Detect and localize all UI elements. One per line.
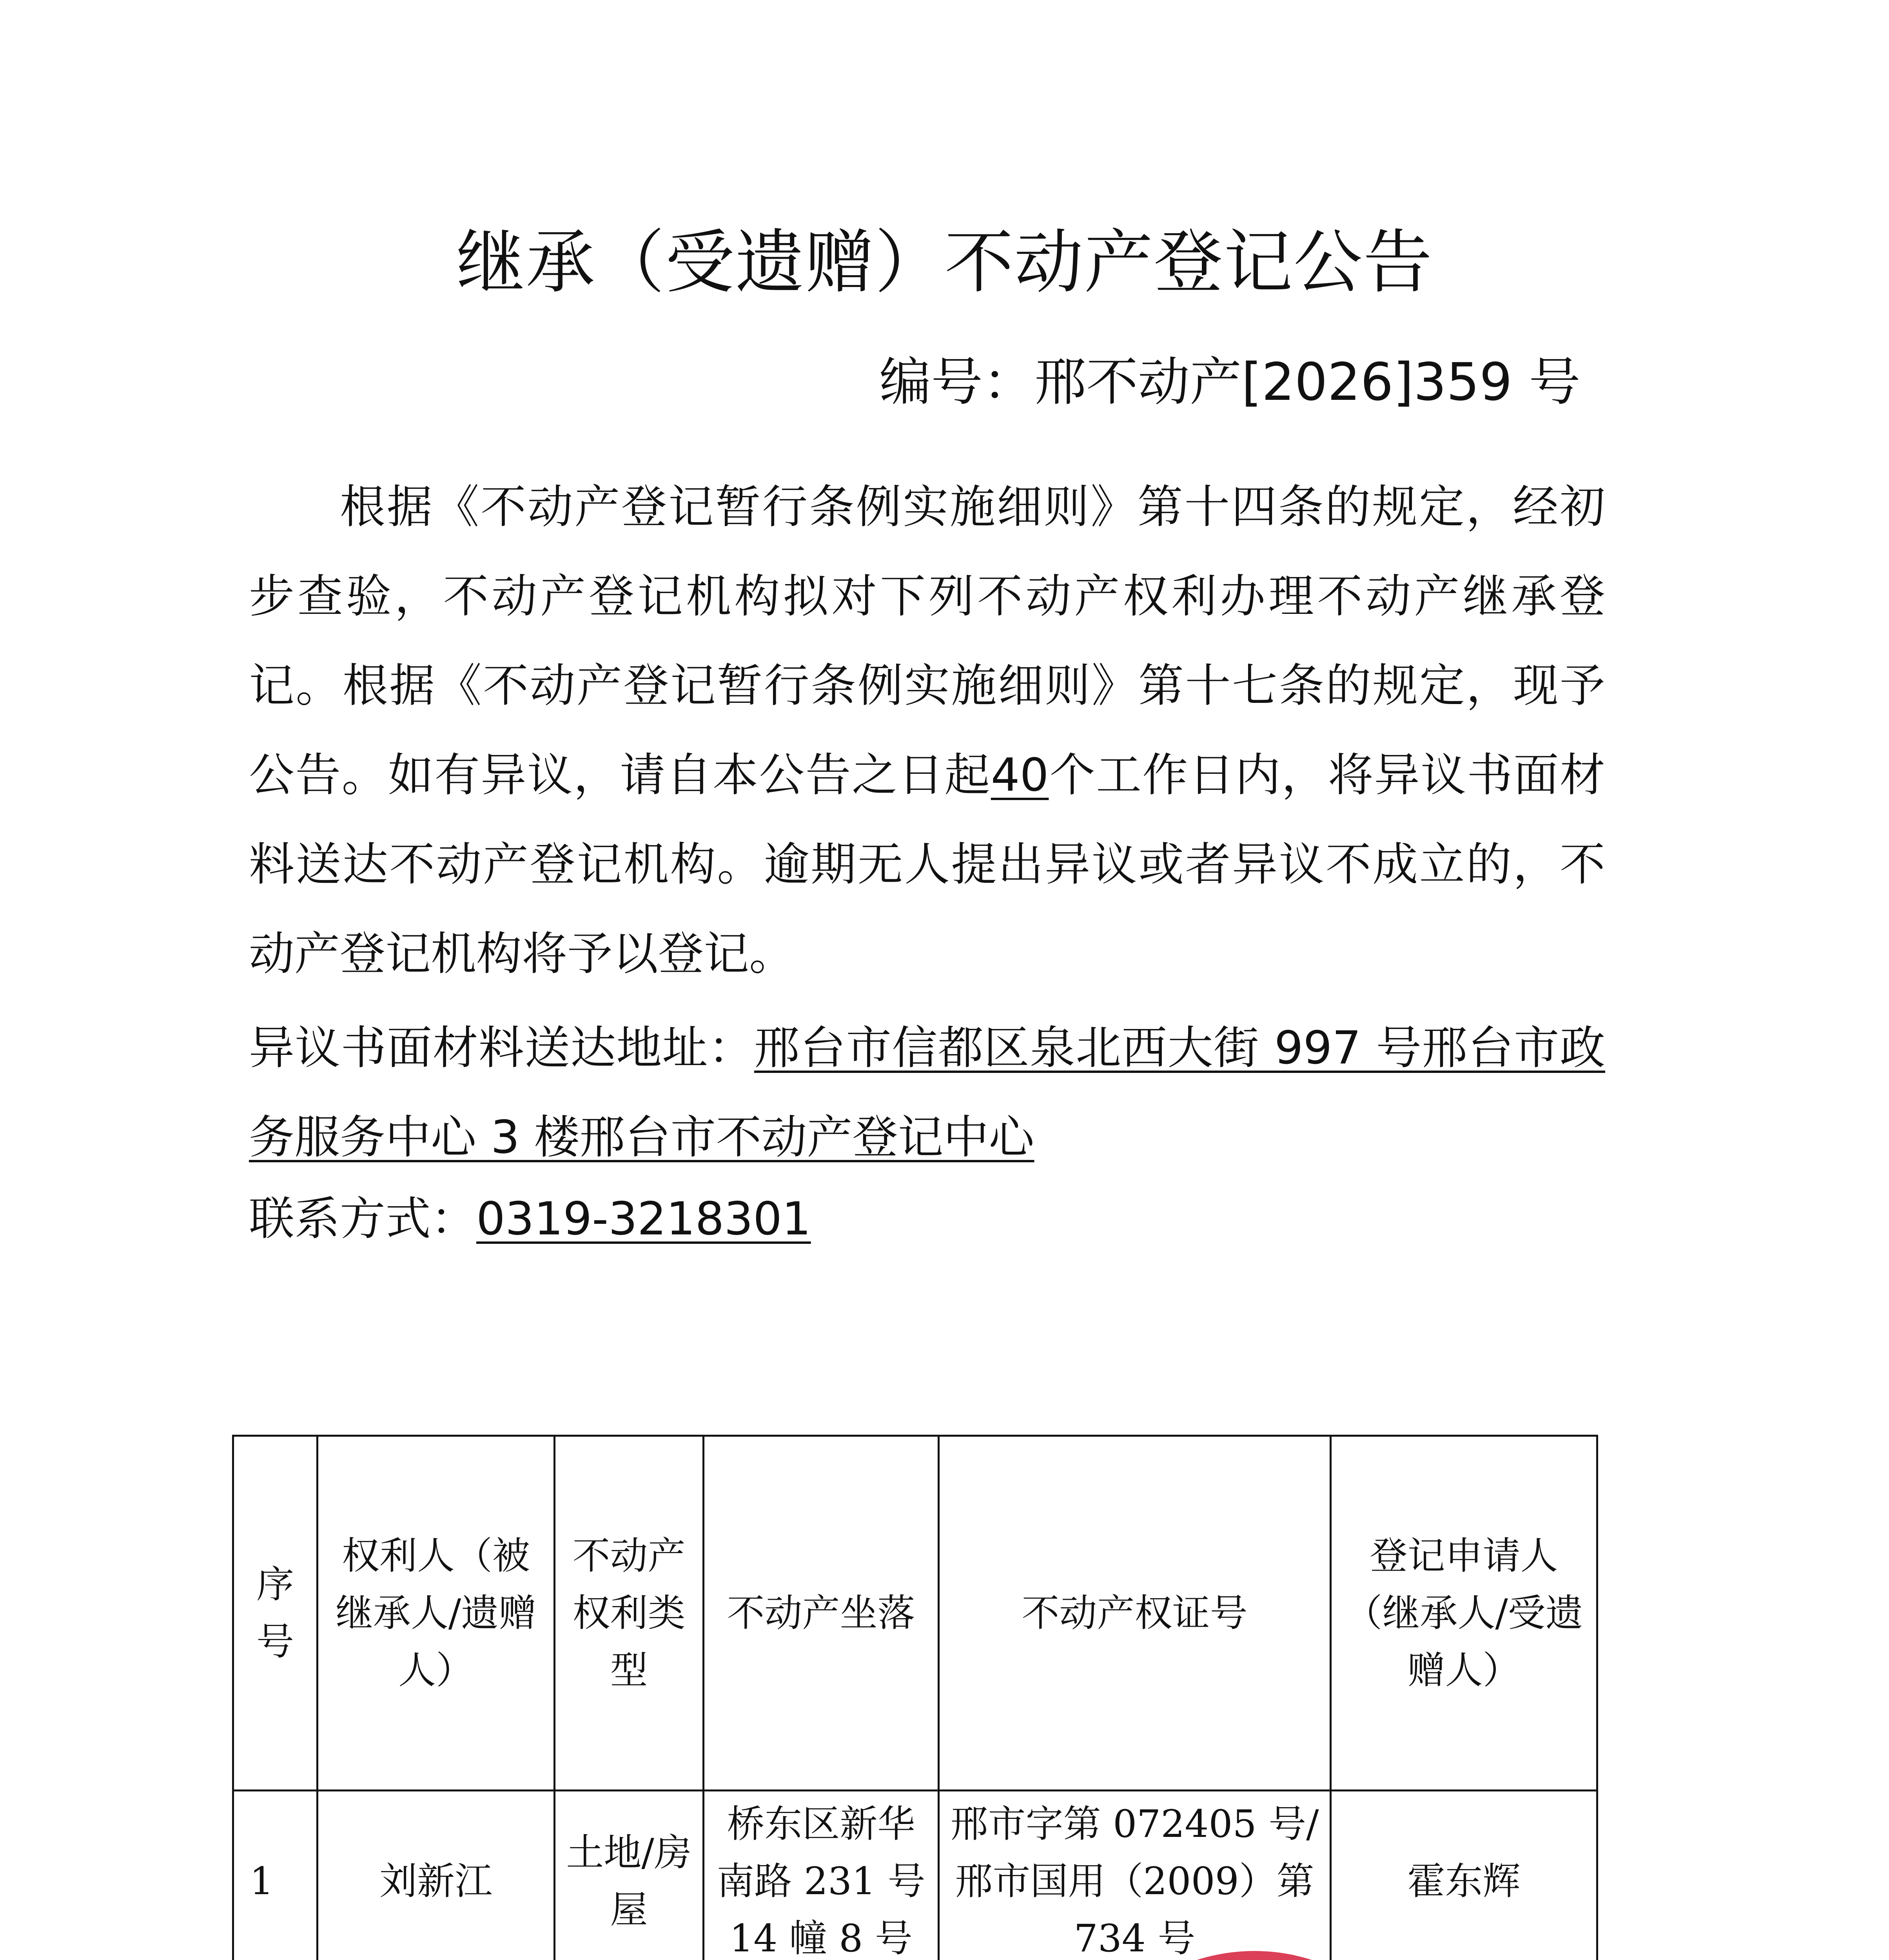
contact-phone: 0319-3218301 xyxy=(476,1192,811,1245)
header-property-location: 不动产坐落 xyxy=(704,1436,939,1791)
header-certificate-number: 不动产权证号 xyxy=(939,1436,1331,1791)
contact-paragraph xyxy=(249,1174,1605,1264)
header-right-holder: 权利人（被继承人/遗赠人） xyxy=(318,1436,555,1791)
notice-paragraph xyxy=(249,463,1605,999)
row-serial-number: 1 xyxy=(233,1791,318,1960)
table-row xyxy=(233,1791,1597,1960)
header-right-type: 不动产权利类型 xyxy=(555,1436,704,1791)
objection-days: 40 xyxy=(991,749,1049,802)
contact-label: 联系方式： xyxy=(249,1192,476,1245)
row-right-holder: 刘新江 xyxy=(318,1791,555,1960)
table-header-row xyxy=(233,1436,1597,1791)
header-applicant: 登记申请人（继承人/受遗赠人） xyxy=(1331,1436,1597,1791)
document-title: 继承（受遗赠）不动产登记公告 xyxy=(456,222,1433,303)
header-serial-number: 序号 xyxy=(233,1436,318,1791)
document-number: 编号：邢不动产[2026]359 号 xyxy=(879,352,1581,412)
address-value: 邢台市信都区泉北西大街 997 号邢台市政务服务中心 3 楼邢台市不动产登记中心 xyxy=(249,1022,1606,1164)
row-applicant: 霍东辉 xyxy=(1331,1791,1597,1960)
row-certificate-number: 邢市字第 072405 号/邢市国用（2009）第 734 号 xyxy=(939,1791,1331,1960)
registration-table xyxy=(232,1435,1598,1960)
seal-ink xyxy=(1070,1956,1439,1960)
address-paragraph xyxy=(249,1004,1605,1182)
address-label: 异议书面材料送达地址： xyxy=(249,1022,754,1074)
seal-outer-ring xyxy=(1070,1956,1439,1960)
row-property-location: 桥东区新华南路 231 号 14 幢 8 号 xyxy=(704,1791,939,1960)
row-right-type: 土地/房屋 xyxy=(555,1791,704,1960)
official-seal xyxy=(1058,1944,1450,1960)
notice-text-part1: 根据《不动产登记暂行条例实施细则》第十四条的规定，经初步查验，不动产登记机构拟对下列不动产权利办理不动产继承登记。根据《不动产登记暂行条例实施细则》第十七条的规定，现予公告。如有异议，请自本公告之日起 xyxy=(249,481,1605,802)
notice-text-part2: 个工作日内，将异议书面材料送达不动产登记机构。逾期无人提出异议或者异议不成立的，不动产登记机构将予以登记。 xyxy=(249,749,1606,980)
